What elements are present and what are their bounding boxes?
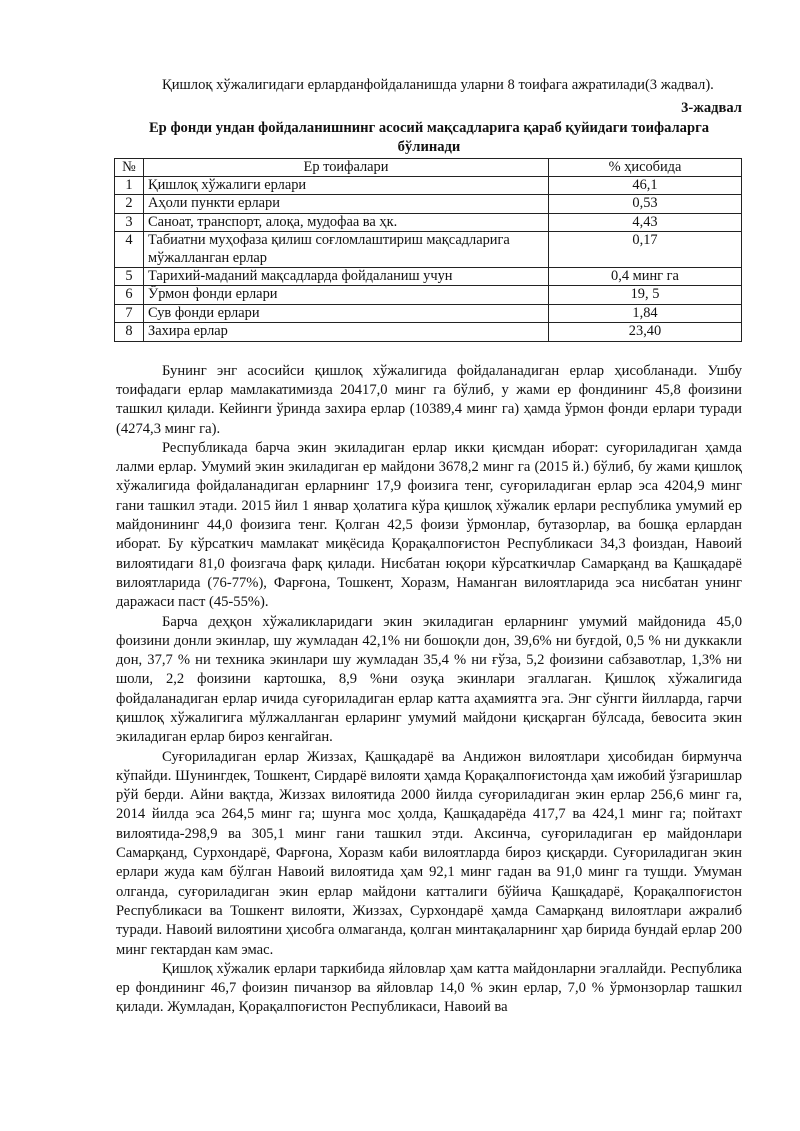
row-category: Қишлоқ хўжалиги ерлари bbox=[144, 177, 549, 195]
body-paragraph: Барча деҳқон хўжаликларидаги экин экиладиган ерларнинг умумий майдонида 45,0 фоизини донли экинлар, шу жумладан 42,1% ни бошоқли дон, 39,6% ни буғдой, 0,5 % ни дуккакли дон, 37,7 % ни техника экинлари шу жумладан 35,4 % ни ғўза, 5,2 фоизини сабзавотлар, 1,3% ни шоли, 2,2 фоизини картошка, 8,9 %ни озуқа экинлари эгаллаган. Қишлоқ хўжалигида фойдаланадиган ерлар ичида суғориладиган ерлар катта аҳамиятга эга. Энг сўнгги йилларда, гарчи қишлоқ хўжалигига мўлжалланган ерларинг умумий майдони қисқарган бўлсада, бевосита экин экиладиган ерлар бироз кенгайган. bbox=[116, 613, 742, 746]
row-number: 7 bbox=[115, 304, 144, 322]
header-number: № bbox=[115, 158, 144, 176]
table-row bbox=[115, 286, 742, 304]
document-page bbox=[116, 76, 742, 1018]
row-category: Тарихий-маданий мақсадларда фойдаланиш учун bbox=[144, 268, 549, 286]
row-number: 1 bbox=[115, 177, 144, 195]
header-category: Ер тоифалари bbox=[144, 158, 549, 176]
table-title: Ер фонди ундан фойдаланишнинг асосий мақсадларига қараб қуйидаги тоифаларга бўлинади bbox=[148, 119, 710, 155]
land-categories-table bbox=[114, 158, 742, 342]
row-percent: 1,84 bbox=[549, 304, 742, 322]
row-category: Аҳоли пункти ерлари bbox=[144, 195, 549, 213]
body-paragraph: Республикада барча экин экиладиган ерлар икки қисмдан иборат: суғориладиган ҳамда лалми ерлар. Умумий экин экиладиган ер майдони 3678,2 минг га (2015 й.) бўлиб, бу жами қишлоқ хўжалигида фойдаланадиган ерларнинг 17,9 фоизига тенг, суғориладиган ерлар эса 4204,9 минг гани ташкил этади. 2015 йил 1 январ ҳолатига кўра қишлоқ хўжалик ерлари республика умумий ер майдонининг 44,0 фоизига тенг. Қолган 42,5 фоизи ўрмонлар, бутазорлар, ва бошқа ерлардан иборат. Бу кўрсаткич мамлакат миқёсида Қорақалпоғистон Республикаси 34,3 фоиздан, Навоий вилоятидаги 81,0 фоизгача фарқ қилади. Нисбатан юқори кўрсаткичлар Самарқанд ва Қашқадарё вилоятларида (76-77%), Фарғона, Тошкент, Хоразм, Наманган вилоятларида эса нисбатан унинг даражаси паст (45-55%). bbox=[116, 439, 742, 611]
table-row bbox=[115, 232, 742, 268]
table-row bbox=[115, 268, 742, 286]
table-row bbox=[115, 304, 742, 322]
row-number: 8 bbox=[115, 323, 144, 341]
row-category: Захира ерлар bbox=[144, 323, 549, 341]
table-row bbox=[115, 195, 742, 213]
table-number: 3-жадвал bbox=[681, 100, 742, 117]
row-category: Саноат, транспорт, алоқа, мудофаа ва ҳк. bbox=[144, 213, 549, 231]
body-paragraph: Суғориладиган ерлар Жиззах, Қашқадарё ва Андижон вилоятлари ҳисобидан бирмунча кўпайди. Шунингдек, Тошкент, Сирдарё вилояти ҳамда Қорақалпоғистонда ҳам ижобий ўзгаришлар рўй берди. Айни вақтда, Жиззах вилоятида 2000 йилда суғориладиган экин ерлар 256,6 минг га, 2014 йилда эса 264,5 минг га; шунга мос ҳолда, Қашқадарёда 417,7 ва 424,1 минг га; пойтахт вилоятида-298,9 ва 305,1 минг гани ташкил этди. Аксинча, суғориладиган ер майдонлари Самарқанд, Сурхондарё, Фарғона, Хоразм каби вилоятларда бироз қисқарди. Суғориладиган экин ерлари жуда кам бўлган Навоий вилоятида ҳам 92,1 минг гадан ва 91,0 минг га тушди. Умуман олганда, суғориладиган экин ерлар майдони катталиги бўйича Қашқадарё, Қорақалпоғистон Республикаси ва Тошкент вилояти, Жиззах, Сурхондарё ҳамда Самарқанд вилоятлари ажралиб туради. Навоий вилоятини ҳисобга олмаганда, қолган минтақаларнинг ҳар бирида бундай ерлар 200 минг гектардан кам эмас. bbox=[116, 748, 742, 958]
row-percent: 0,53 bbox=[549, 195, 742, 213]
row-category: Ўрмон фонди ерлари bbox=[144, 286, 549, 304]
header-percent: % ҳисобида bbox=[549, 158, 742, 176]
body-paragraph: Бунинг энг асосийси қишлоқ хўжалигида фойдаланадиган ерлар ҳисобланади. Ушбу тоифадаги ерлар мамлакатимизда 20417,0 минг га бўлиб, у жами ер фондининг 45,8 фоизини ташкил қилади. Кейинги ўринда захира ерлар (10389,4 минг га) ҳамда ўрмон фонди ерлари туради (4274,3 минг га). bbox=[116, 362, 742, 437]
row-number: 2 bbox=[115, 195, 144, 213]
row-number: 4 bbox=[115, 232, 144, 268]
table-row bbox=[115, 177, 742, 195]
row-number: 3 bbox=[115, 213, 144, 231]
body-paragraph: Қишлоқ хўжалик ерлари таркибида яйловлар ҳам катта майдонларни эгаллайди. Республика ер фондининг 46,7 фоизин пичанзор ва яйловлар 14,0 % экин ерлар, 7,0 % ўрмонзорлар ташкил қилади. Жумладан, Қорақалпоғистон Республикаси, Навоий ва bbox=[116, 960, 742, 1016]
row-percent: 0,17 bbox=[549, 232, 742, 268]
row-percent: 4,43 bbox=[549, 213, 742, 231]
table-header-row bbox=[115, 158, 742, 176]
row-number: 5 bbox=[115, 268, 144, 286]
row-percent: 19, 5 bbox=[549, 286, 742, 304]
row-percent: 23,40 bbox=[549, 323, 742, 341]
table-row bbox=[115, 213, 742, 231]
row-percent: 0,4 минг га bbox=[549, 268, 742, 286]
row-percent: 46,1 bbox=[549, 177, 742, 195]
intro-paragraph: Қишлоқ хўжалигидаги ерларданфойдаланишда уларни 8 тоифага ажратилади(3 жадвал). bbox=[162, 77, 714, 93]
table-row bbox=[115, 323, 742, 341]
row-number: 6 bbox=[115, 286, 144, 304]
row-category: Сув фонди ерлари bbox=[144, 304, 549, 322]
row-category: Табиатни муҳофаза қилиш соғломлаштириш мақсадларига мўжалланган ерлар bbox=[144, 232, 549, 268]
